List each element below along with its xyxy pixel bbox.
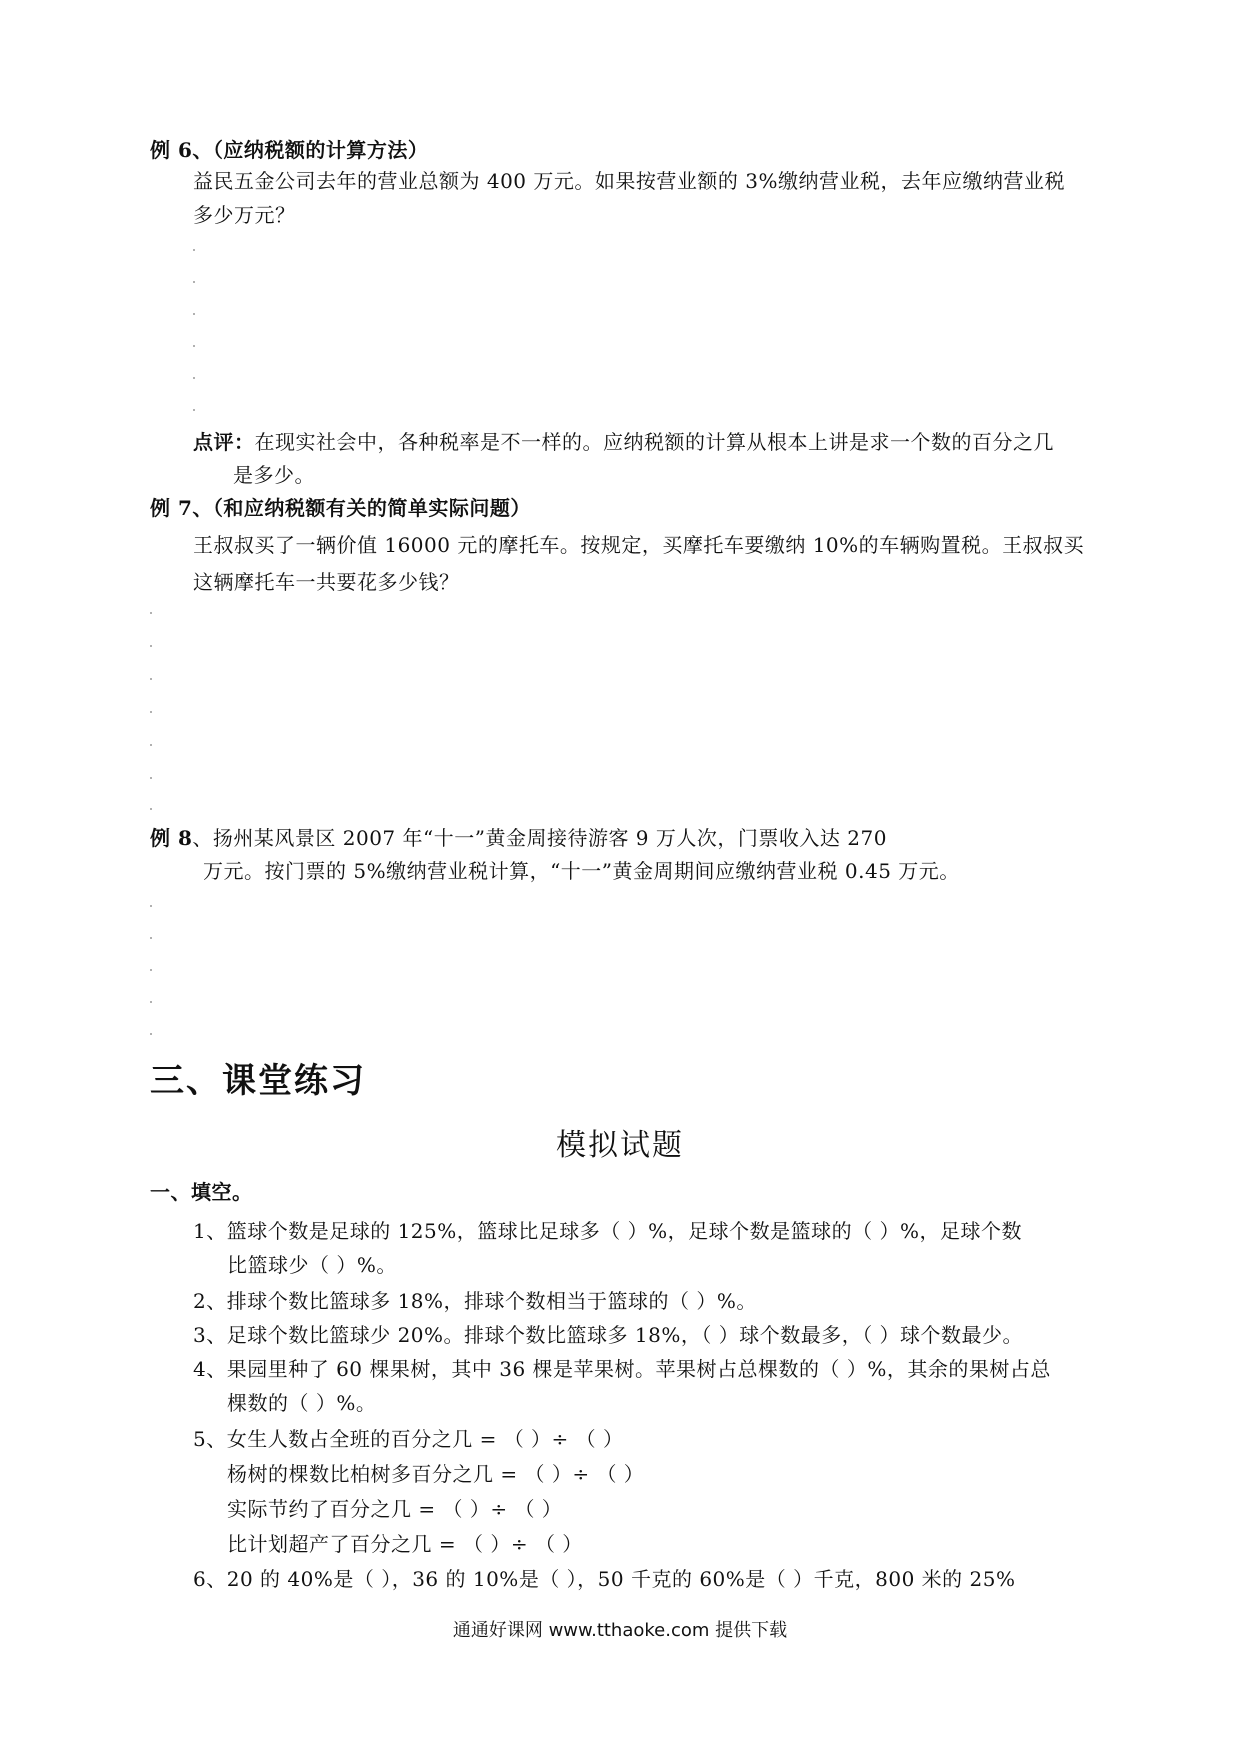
example-6-label (150, 134, 428, 163)
question-5-line-3: 实际节约了百分之几 = （ ）÷ （ ） (227, 1497, 563, 1521)
question-6: 6、20 的 40%是（ ），36 的 10%是（ ），50 千克的 60%是（ ）千克，800 米的 25% (193, 1567, 1016, 1591)
example-6-comment-line-2: 是多少。 (233, 463, 315, 487)
blank-line-dot (150, 612, 152, 614)
example-6-topic: （应纳税额的计算方法） (212, 138, 429, 162)
comment-text: 在现实社会中，各种税率是不一样的。应纳税额的计算从根本上讲是求一个数的百分之几 (254, 430, 1054, 454)
exam-title: 模拟试题 (556, 1128, 684, 1163)
question-4-line-2: 棵数的（ ）%。 (227, 1391, 377, 1415)
example-8-line-1 (150, 822, 887, 851)
blank-line-dot (193, 249, 195, 251)
blank-line-dot (150, 969, 152, 971)
example-7-label (150, 492, 531, 521)
example-8-number: 例 8 (150, 826, 193, 850)
comment-label: 点评： (193, 430, 255, 454)
blank-line-dot (193, 377, 195, 379)
example-8-text: 、扬州某风景区 2007 年“十一”黄金周接待游客 9 万人次，门票收入达 270 (192, 826, 887, 850)
example-7-number: 例 7、 (150, 496, 213, 520)
blank-line-dot (193, 313, 195, 315)
blank-line-dot (150, 937, 152, 939)
blank-line-dot (150, 711, 152, 713)
blank-line-dot (150, 1001, 152, 1003)
question-2: 2、排球个数比篮球多 18%，排球个数相当于篮球的（ ）%。 (193, 1289, 757, 1313)
blank-line-dot (150, 744, 152, 746)
example-8-line-2: 万元。按门票的 5%缴纳营业税计算，“十一”黄金周期间应缴纳营业税 0.45 万元。 (203, 859, 960, 883)
page-footer: 通通好课网 www.tthaoke.com 提供下载 (452, 1620, 788, 1641)
question-3: 3、足球个数比篮球少 20%。排球个数比篮球多 18%，（ ）球个数最多，（ ）球个数最少。 (193, 1323, 1024, 1347)
section-heading: 三、课堂练习 (150, 1061, 366, 1101)
question-1-line-2: 比篮球少（ ）%。 (227, 1253, 397, 1277)
blank-line-dot (193, 345, 195, 347)
blank-line-dot (150, 808, 152, 810)
blank-line-dot (193, 409, 195, 411)
question-5-line-2: 杨树的棵数比柏树多百分之几 = （ ）÷ （ ） (227, 1462, 645, 1486)
question-5-line-1: 5、女生人数占全班的百分之几 = （ ）÷ （ ） (193, 1427, 624, 1451)
blank-line-dot (150, 905, 152, 907)
question-4-line-1: 4、果园里种了 60 棵果树，其中 36 棵是苹果树。苹果树占总棵数的（ ）%，其余的果树占总 (193, 1357, 1051, 1381)
example-6-comment-line-1 (193, 426, 1054, 455)
part-1-heading: 一、填空。 (150, 1180, 253, 1204)
question-5-line-4: 比计划超产了百分之几 = （ ）÷ （ ） (227, 1532, 583, 1556)
question-1-line-1: 1、篮球个数是足球的 125%，篮球比足球多（ ）%，足球个数是篮球的（ ）%，足球个数 (193, 1219, 1022, 1243)
example-7-line-2: 这辆摩托车一共要花多少钱？ (193, 570, 460, 594)
blank-line-dot (193, 281, 195, 283)
example-7-topic: （和应纳税额有关的简单实际问题） (212, 496, 531, 520)
example-6-line-1: 益民五金公司去年的营业总额为 400 万元。如果按营业额的 3%缴纳营业税，去年应缴纳营业税 (193, 169, 1065, 193)
blank-line-dot (150, 678, 152, 680)
example-6-line-2: 多少万元？ (193, 203, 296, 227)
example-7-line-1: 王叔叔买了一辆价值 16000 元的摩托车。按规定，买摩托车要缴纳 10%的车辆购置税。王叔叔买 (193, 533, 1085, 557)
blank-line-dot (150, 1033, 152, 1035)
blank-line-dot (150, 645, 152, 647)
example-6-number: 例 6、 (150, 138, 213, 162)
blank-line-dot (150, 777, 152, 779)
